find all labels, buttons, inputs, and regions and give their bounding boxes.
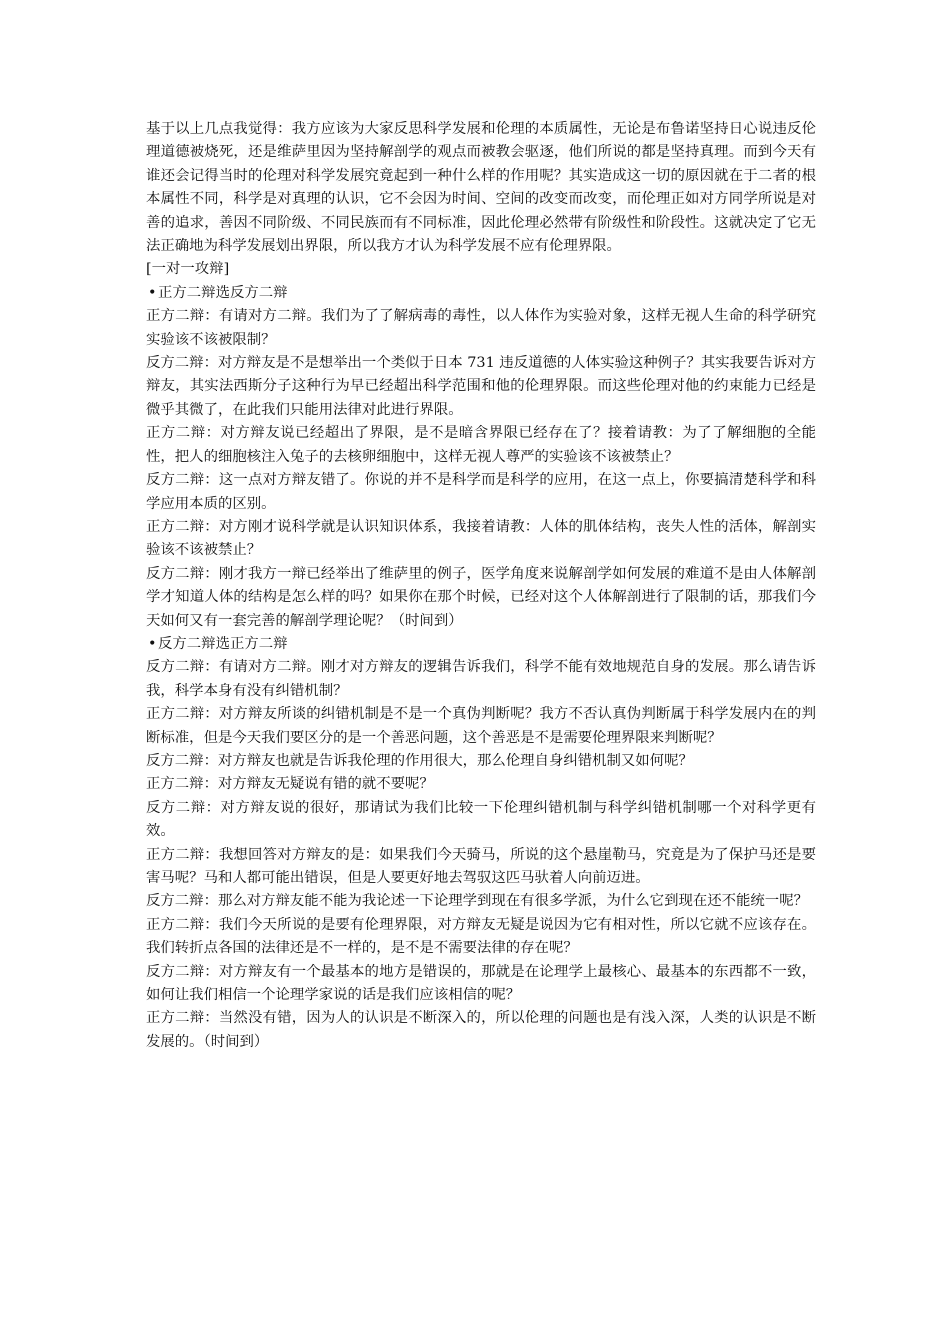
document-page <box>146 118 816 1054</box>
debate-line: 正方二辩：我们今天所说的是要有伦理界限，对方辩友无疑是说因为它有相对性，所以它就不应该存在。我们转折点各国的法律还是不一样的，是不是不需要法律的存在呢？ <box>146 916 816 957</box>
debate-line: 正方二辩：有请对方二辩。我们为了了解病毒的毒性，以人体作为实验对象，这样无视人生命的科学研究实验该不该被限制？ <box>146 308 816 348</box>
debate-line: 反方二辩：对方辩友说的很好，那请试为我们比较一下伦理纠错机制与科学纠错机制哪一个对科学更有效。 <box>146 799 816 840</box>
debate-line: 反方二辩：这一点对方辩友错了。你说的并不是科学而是科学的应用，在这一点上，你要搞清楚科学和科学应用本质的区别。 <box>146 472 816 512</box>
round1-heading: • 正方二辩选反方二辩 <box>146 282 816 305</box>
debate-line: 正方二辩：对方刚才说科学就是认识知识体系，我接着请教：人体的肌体结构，丧失人性的活体，解剖实验该不该被禁止？ <box>146 518 816 559</box>
section-heading: [一对一攻辩] <box>146 261 230 278</box>
debate-line: 反方二辩：刚才我方一辩已经举出了维萨里的例子，医学角度来说解剖学如何发展的难道不是由人体解剖学才知道人体的结构是怎么样的吗？如果你在那个时候，已经对这个人体解剖进行了限制的话，那我们今天如何又有一套完善的解剖学理论呢？（时间到） <box>146 565 816 629</box>
debate-line: 正方二辩：当然没有错，因为人的认识是不断深入的，所以伦理的问题也是有浅入深，人类的认识是不断发展的。（时间到） <box>146 1010 816 1050</box>
debate-line: 正方二辩：对方辩友无疑说有错的就不要呢？ <box>146 776 434 793</box>
debate-line: 反方二辩：有请对方二辩。刚才对方辩友的逻辑告诉我们，科学不能有效地规范自身的发展。那么请告诉我，科学本身有没有纠错机制？ <box>146 659 816 699</box>
debate-line: 正方二辩：对方辩友说已经超出了界限，是不是暗含界限已经存在了？接着请教：为了了解细胞的全能性，把人的细胞核注入兔子的去核卵细胞中，这样无视人尊严的实验该不该被禁止？ <box>146 425 816 465</box>
debate-line: 反方二辩：对方辩友是不是想举出一个类似于日本 731 违反道德的人体实验这种例子？其实我要告诉对方辩友，其实法西斯分子这种行为早已经超出科学范围和他的伦理界限。而这些伦理对他的约束能力已经是微乎其微了，在此我们只能用法律对此进行界限。 <box>146 355 816 418</box>
debate-line: 反方二辩：那么对方辩友能不能为我论述一下论理学到现在有很多学派，为什么它到现在还不能统一呢？ <box>146 893 808 910</box>
round2-heading: • 反方二辩选正方二辩 <box>146 633 816 656</box>
intro-paragraph: 基于以上几点我觉得：我方应该为大家反思科学发展和伦理的本质属性，无论是布鲁诺坚持日心说违反伦理道德被烧死，还是维萨里因为坚持解剖学的观点而被教会驱逐，他们所说的都是坚持真理。而到今天有谁还会记得当时的伦理对科学发展究竟起到一种什么样的作用呢？其实造成这一切的原因就在于二者的根本属性不同，科学是对真理的认识，它不会因为时间、空间的改变而改变，而伦理正如对方同学所说是对善的追求，善因不同阶级、不同民族而有不同标准，因此伦理必然带有阶级性和阶段性。这就决定了它无法正确地为科学发展划出界限，所以我方才认为科学发展不应有伦理界限。 <box>146 121 816 255</box>
debate-line: 正方二辩：我想回答对方辩友的是：如果我们今天骑马，所说的这个悬崖勒马，究竟是为了保护马还是要害马呢？马和人都可能出错误，但是人要更好地去驾驭这匹马驮着人向前迈进。 <box>146 846 816 886</box>
debate-line: 反方二辩：对方辩友有一个最基本的地方是错误的，那就是在论理学上最核心、最基本的东西都不一致，如何让我们相信一个论理学家说的话是我们应该相信的呢？ <box>146 963 816 1004</box>
debate-line: 反方二辩：对方辩友也就是告诉我伦理的作用很大，那么伦理自身纠错机制又如何呢？ <box>146 752 693 769</box>
debate-line: 正方二辩：对方辩友所谈的纠错机制是不是一个真伪判断呢？我方不否认真伪判断属于科学发展内在的判断标准，但是今天我们要区分的是一个善恶问题，这个善恶是不是需要伦理界限来判断呢？ <box>146 706 816 746</box>
